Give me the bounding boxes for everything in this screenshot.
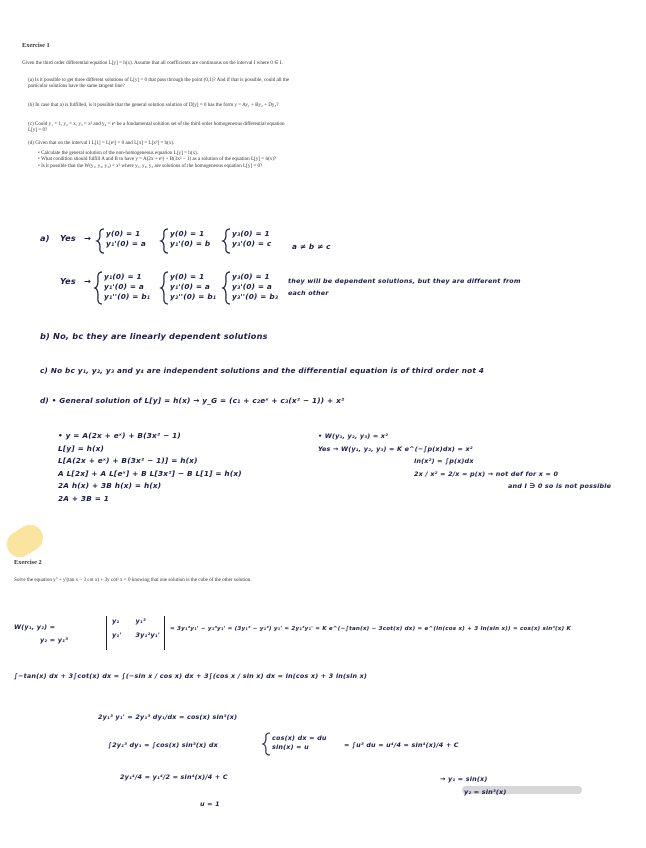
hw-substitution: cos(x) dx = du sin(x) = u	[272, 734, 327, 751]
hw-y2-definition: y₂ = y₁³	[40, 636, 69, 644]
exercise-1-part-d: (d) Given that on the interval I L[1] = L[eˣ] = 0 and L[x] = L[x²] = h(x).	[28, 140, 175, 146]
hw-solutions: → y₁ = sin(x) y₂ = sin³(x)	[440, 775, 507, 796]
exercise-1-part-a: (a) Is it possible to get three different solutions of L[y] = 0 that pass through the point (0,1)? And if that is possible, could all the particular solutions have the same tangent line?	[28, 77, 290, 90]
hw-separation-line: ∫2y₁³ dy₁ = ∫cos(x) sin³(x) dx	[108, 741, 218, 749]
hw-system-4: y₁(0) = 1 y₁'(0) = a y₁''(0) = b₁	[104, 272, 151, 301]
hw-system-6: y₃(0) = 1 y₃'(0) = a y₃''(0) = b₃	[232, 272, 279, 301]
hw-integral-line: ∫−tan(x) dx + 3∫cot(x) dx = ∫(−sin x / cos x) dx + 3∫(cos x / sin x) dx = ln(cos x) + 3 ln(sin x)	[14, 672, 368, 680]
hw-condition: a ≠ b ≠ c	[292, 242, 331, 251]
yellow-highlight-mark	[2, 520, 48, 562]
hw-d-answer: d) • General solution of L[y] = h(x) → y_G = (c₁ + c₂eˣ + c₃(x² − 1)) + x²	[40, 396, 345, 405]
hw-note-line-1: they will be dependent solutions, but they are different from	[288, 277, 521, 285]
hw-det-bar-right	[164, 616, 167, 650]
hw-det-bar-left	[106, 616, 109, 650]
hw-brace-1	[96, 228, 106, 254]
hw-c-answer: c) No bc y₁, y₂, y₃ and y₄ are independent solutions and the differential equation is of third order not 4	[40, 366, 485, 375]
hw-brace-3	[222, 228, 232, 254]
hw-arrow-2: →	[84, 276, 92, 286]
hw-yes-2: Yes	[60, 276, 76, 286]
hw-brace-6	[222, 271, 232, 305]
exercise-1-part-b: (b) In case that a) is fulfilled, is it possible that the general solution solution of D[y] = 0 has the form y = Ay₁ + By₂ + Dy₃?	[28, 102, 279, 108]
hw-a-label: a)	[40, 233, 50, 243]
hw-system-3: y₃(0) = 1 y₃'(0) = c	[232, 229, 272, 248]
hw-d-workings: • y = A(2x + eˣ) + B(3x² − 1) L[y] = h(x) L[A(2x + eˣ) + B(3x² − 1)] = h(x) A L[2x] + A L[eˣ] + B L[3x²] − B L[1] = h(x) 2A h(x) + 3B h(x) = h(x) 2A + 3B = 1	[58, 431, 242, 503]
hw-system-1: y(0) = 1 y₁'(0) = a	[106, 229, 147, 248]
exercise-1-intro: Given the third order differential equation L[y] = h(x). Assume that all coefficients are continuous on the interval I where 0 ∈ I.	[22, 60, 283, 66]
hw-u-definition: u = 1	[200, 800, 220, 808]
hw-a-yes: Yes	[60, 233, 76, 243]
hw-substitution-result: = ∫u³ du = u⁴/4 = sin⁴(x)/4 + C	[344, 741, 459, 749]
hw-note-line-2: each other	[288, 289, 329, 297]
hw-system-5: y(0) = 1 y₁'(0) = a y₂''(0) = b₁	[170, 272, 217, 301]
hw-brace-sub	[262, 732, 272, 756]
exercise-1-title: Exercise 1	[22, 42, 50, 49]
hw-brace-4	[94, 271, 104, 305]
exercise-2-title: Exercise 2	[14, 559, 42, 566]
hw-a-arrow: →	[84, 233, 92, 243]
hw-brace-5	[160, 271, 170, 305]
exercise-2-text: Solve the equation y'' + y'(tan x − 3 cot x) + 3y cot² x = 0 knowing that one solution is the cube of the other solution.	[14, 577, 252, 583]
list-item: • Calculate the general solution of the non-homogeneous equation L[y] = h(x).	[38, 150, 198, 156]
list-item: • Is it possible that the W(y₁, y₂, y₃) = x² where y₁, y₂, y₃ are solutions of the homogeneous equation L[y] = 0?	[38, 162, 263, 169]
hw-wronskian-workings: • W(y₁, y₂, y₃) = x² Yes → W(y₁, y₂, y₃) = K e^(−∫p(x)dx) = x² ln(x²) = ∫p(x)dx 2x / x² = 2/x = p(x) → not def for x = 0 and I ∋ 0 so is not possible	[318, 432, 612, 490]
hw-brace-2	[160, 228, 170, 254]
hw-w-lhs: W(y₁, y₂) =	[14, 623, 56, 631]
exercise-1-bullet-list	[38, 150, 290, 169]
hw-wronskian-matrix: y₁ y₁³ y₁' 3y₁²y₁'	[112, 617, 160, 639]
hw-w-rhs: = 3y₁³y₁' − y₁³y₁' = (3y₁³ − y₁³) y₁' = 2y₁³y₁' = K e^(−∫tan(x) − 3cot(x) dx) = e^(ln(cos x) + 3 ln(sin x)) = cos(x) sin³(x) K	[170, 626, 572, 632]
exercise-1-part-c: (c) Could y₁ = 1, y₂ = x, y₃ = x² and y₄ = eˣ be a fundamental solution set of the third order homogeneous differential equation L[y] = 0?	[28, 121, 285, 134]
list-item: • What condition should fulfill A and B to have y = A(2x + eˣ) + B(3x² − 1) as a solution of the equation L[y] = h(x)?	[38, 156, 277, 163]
hw-b-answer: b) No, bc they are linearly dependent solutions	[40, 331, 268, 341]
hw-system-2: y(0) = 1 y₁'(0) = b	[170, 229, 211, 248]
hw-final-equation: 2y₁⁴/4 = y₁⁴/2 = sin⁴(x)/4 + C	[120, 773, 228, 781]
hw-ode-line: 2y₁³ y₁' = 2y₁³ dy₁/dx = cos(x) sin³(x)	[98, 713, 238, 721]
